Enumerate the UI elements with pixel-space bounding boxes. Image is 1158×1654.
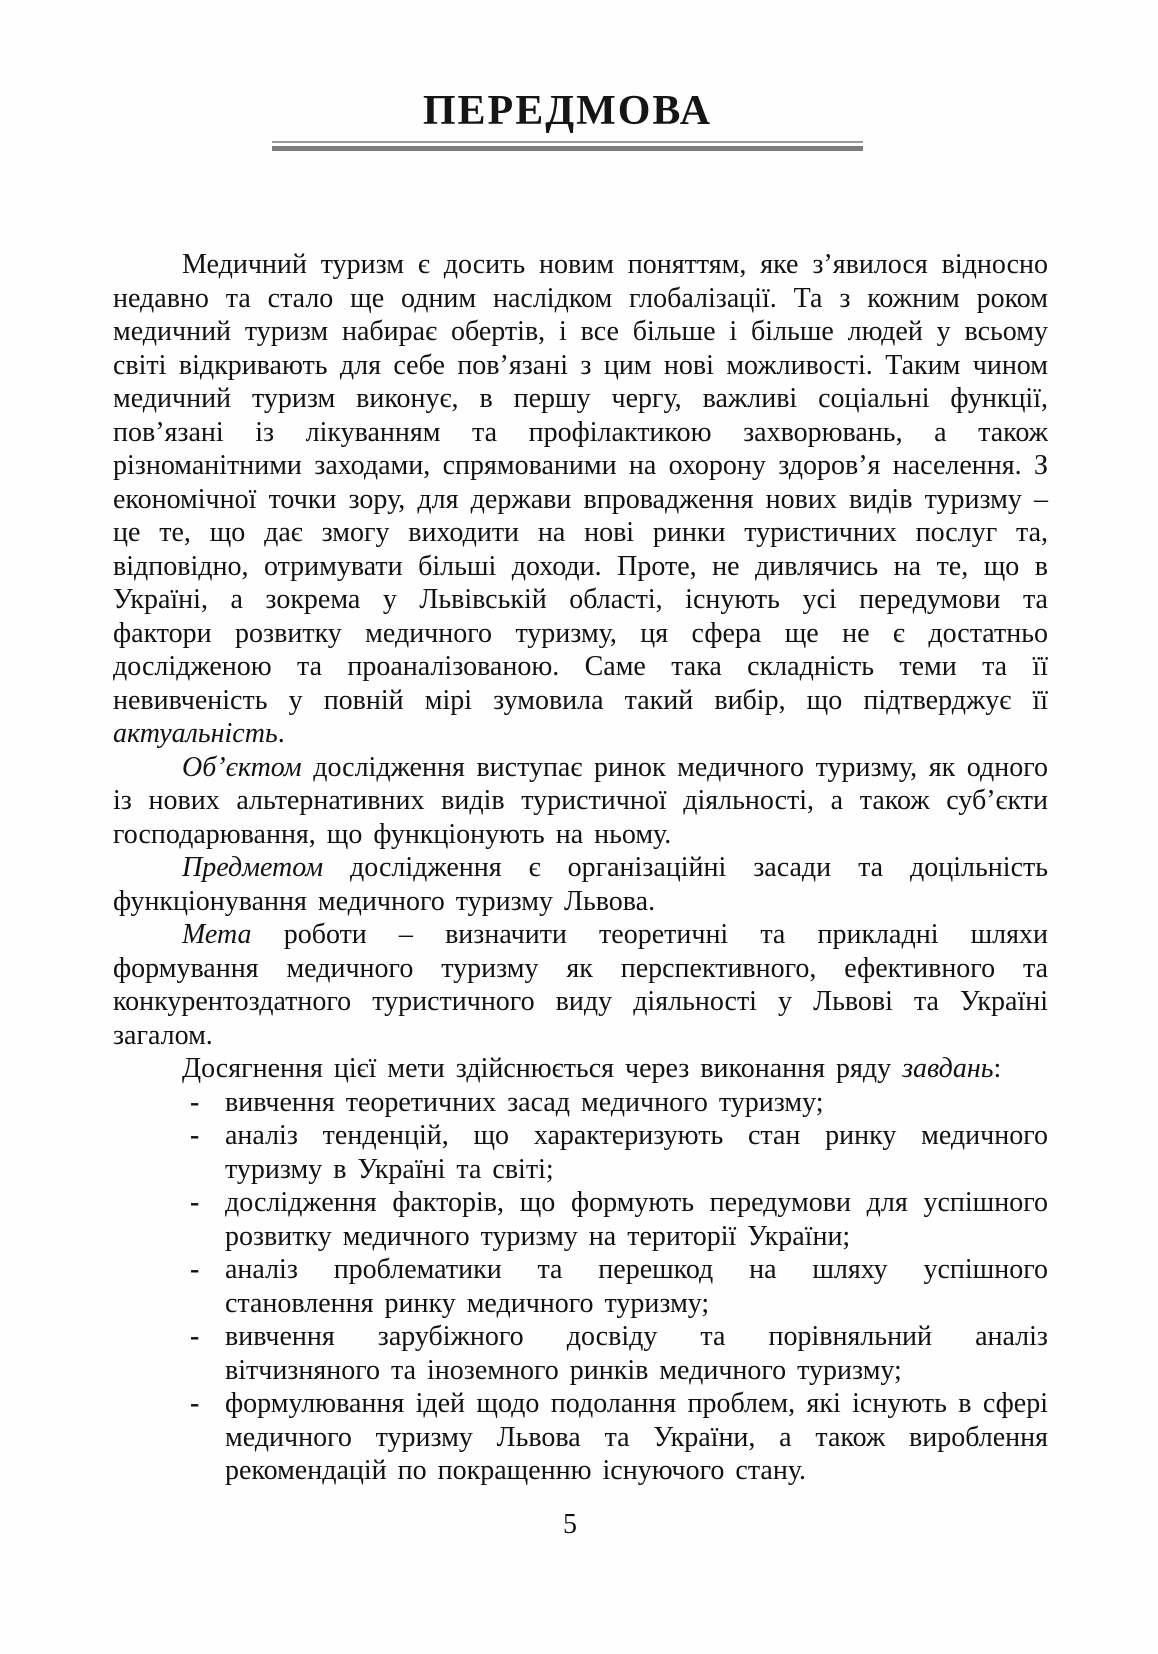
text-run: вивчення теоретичних засад медичного туризму; xyxy=(225,1086,824,1118)
italic-term: актуальність xyxy=(113,718,278,749)
task-list-item xyxy=(113,1253,1048,1320)
task-list-item xyxy=(113,1320,1048,1387)
text-run: дослідження виступає ринок медичного туризму, як одного із нових альтернативних видів туристичної діяльності, а також суб’єкти господарювання, що функціонують на ньому. xyxy=(113,751,1048,850)
italic-term: завдань xyxy=(902,1053,994,1084)
text-run: дослідження є організаційні засади та доцільність функціонування медичного туризму Львова. xyxy=(113,852,1048,917)
dash-bullet: - xyxy=(190,1120,200,1151)
document-header xyxy=(272,0,863,151)
italic-term: Мета xyxy=(182,919,252,950)
italic-term: Предметом xyxy=(182,852,324,883)
task-list-item xyxy=(113,1119,1048,1186)
text-run: : xyxy=(993,1053,1002,1084)
text-run: Медичний туризм є досить новим поняттям, яке з’явилося відносно недавно та стало ще одним наслідком глобалізації. Та з кожним роком медичний туризм набирає обертів, і все більше і більше людей у всьому світі відкривають для себе пов’язані з цим нові можливості. Таким чином медичний туризм виконує, в першу чергу, важливі соціальні функції, пов’язані із лікуванням та профілактикою захворювань, а також різноманітними заходами, спрямованими на охорону здоров’я населення. З економічної точки зору, для держави впровадження нових видів туризму – це те, що дає змогу виходити на нові ринки туристичних послуг та, відповідно, отримувати більші доходи. Проте, не дивлячись на те, що в Україні, а зокрема у Львівській області, існують усі передумови та фактори розвитку медичного туризму, ця сфера ще не є достатньо дослідженою та проаналізованою. Саме така складність теми та її невивченість у повній мірі зумовила такий вибір, що підтверджує її xyxy=(113,249,1048,716)
dash-bullet: - xyxy=(190,1187,200,1218)
page-number: 5 xyxy=(563,1509,577,1540)
dash-bullet: - xyxy=(190,1388,200,1419)
body-text xyxy=(113,248,1048,1488)
text-run: формулювання ідей щодо подолання проблем, які існують в сфері медичного туризму Львова та України, а також вироблення рекомендацій по покращенню існуючого стану. xyxy=(225,1388,1048,1486)
paragraph xyxy=(113,1052,1048,1086)
page-footer xyxy=(0,1508,1158,1542)
page-title: ПЕРЕДМОВА xyxy=(422,88,713,134)
text-run: вивчення зарубіжного досвіду та порівняльний аналіз вітчизняного та іноземного ринків медичного туризму; xyxy=(225,1321,1048,1386)
text-run: роботи – визначити теоретичні та прикладні шляхи формування медичного туризму як перспективного, ефективного та конкурентоздатного туристичного виду діяльності у Львові та Україні загалом. xyxy=(113,919,1048,1051)
dash-bullet: - xyxy=(190,1086,200,1118)
dash-bullet: - xyxy=(190,1321,200,1352)
paragraph xyxy=(113,851,1048,918)
italic-term: Об’єктом xyxy=(182,751,302,783)
task-list-item xyxy=(113,1086,1048,1120)
text-run: аналіз тенденцій, що характеризують стан ринку медичного туризму в Україні та світі; xyxy=(225,1120,1048,1185)
task-list-item xyxy=(113,1186,1048,1253)
title-underline-rule xyxy=(272,141,863,151)
paragraph xyxy=(113,751,1048,852)
dash-bullet: - xyxy=(190,1254,200,1285)
paragraph xyxy=(113,248,1048,751)
text-run: Досягнення цієї мети здійснюється через виконання ряду xyxy=(182,1053,903,1084)
text-run: . xyxy=(277,718,285,749)
paragraph xyxy=(113,918,1048,1052)
text-run: аналіз проблематики та перешкод на шляху успішного становлення ринку медичного туризму; xyxy=(225,1254,1048,1319)
text-run: дослідження факторів, що формують передумови для успішного розвитку медичного туризму на території України; xyxy=(225,1187,1048,1252)
task-list-item xyxy=(113,1387,1048,1488)
